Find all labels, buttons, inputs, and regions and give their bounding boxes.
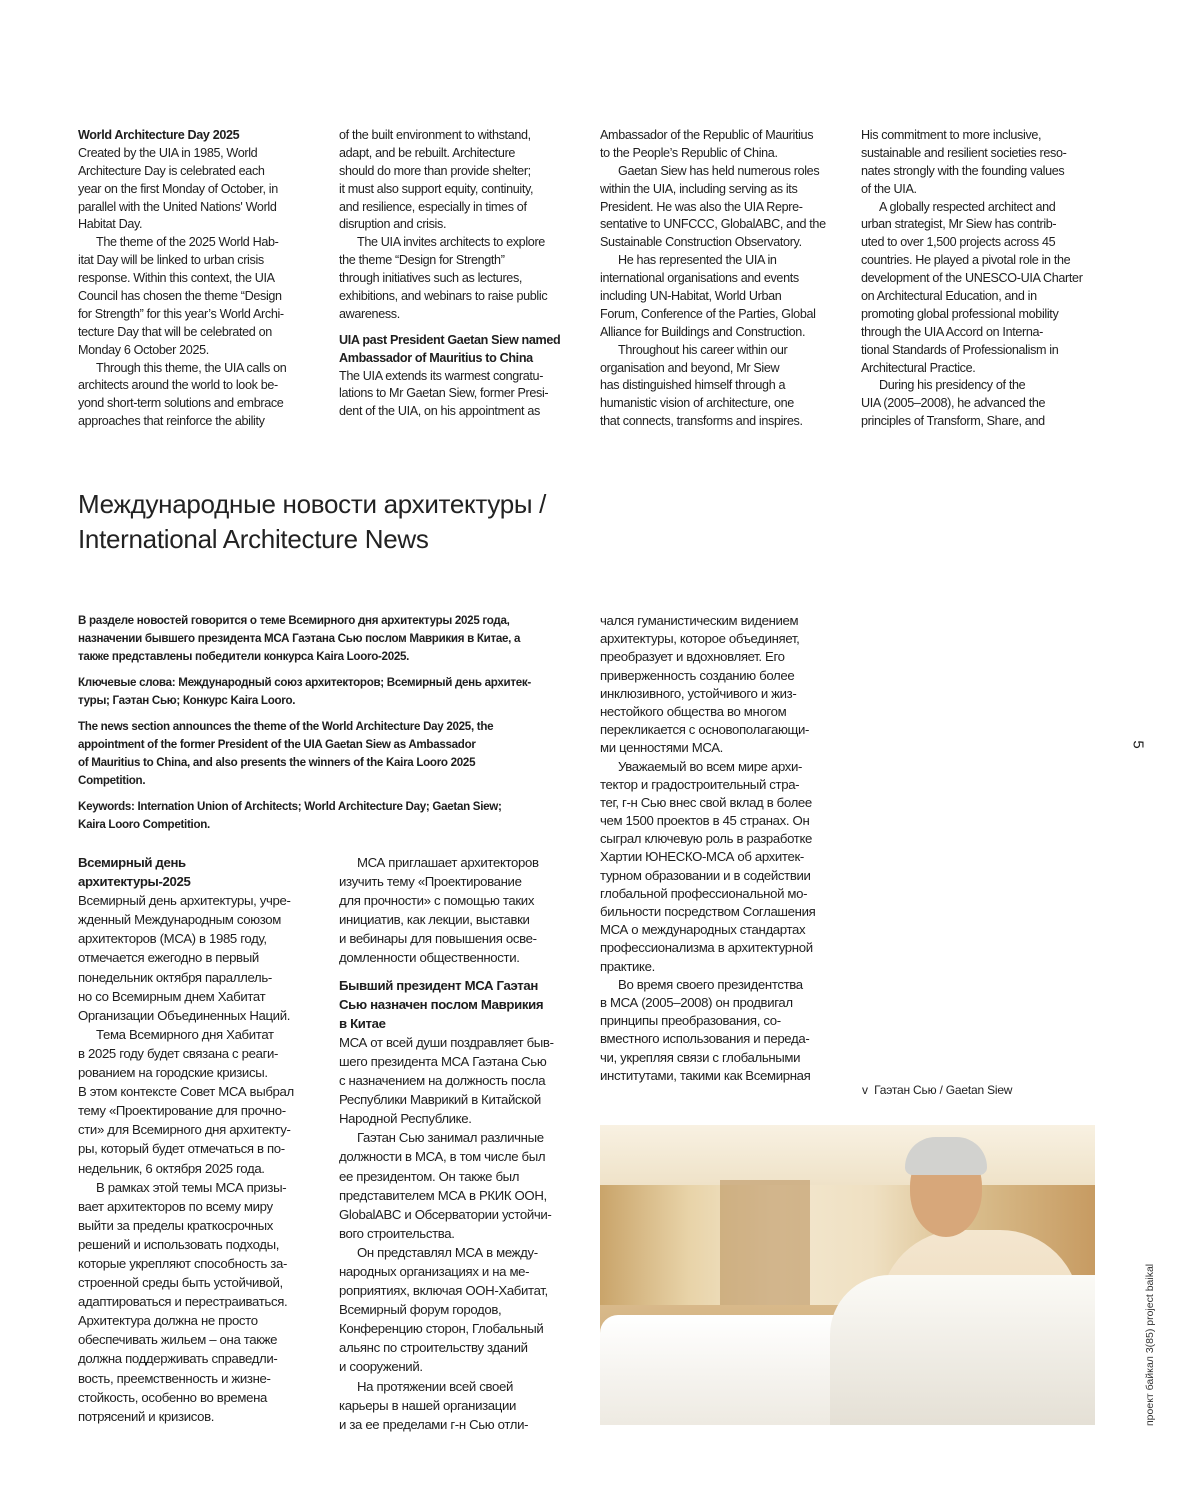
- text-line: of the built environment to withstand,: [339, 127, 601, 145]
- text-line: itat Day will be linked to urban crisis: [78, 252, 340, 270]
- top-column-2: [339, 127, 601, 421]
- abstract: [78, 612, 578, 834]
- text-line: представителем МСА в РКИК ООН,: [339, 1186, 601, 1205]
- text-line: humanistic vision of architecture, one: [600, 395, 862, 413]
- top-column-4: [861, 127, 1123, 431]
- text-line: Он представлял МСА в между-: [339, 1243, 601, 1262]
- text-line: GlobalABC и Обсерватории устойчи-: [339, 1205, 601, 1224]
- text-line: Council has chosen the theme “Design: [78, 288, 340, 306]
- text-line: институтами, такими как Всемирная: [600, 1067, 862, 1085]
- text-line: through initiatives such as lectures,: [339, 270, 601, 288]
- text-line: В разделе новостей говорится о теме Всемирного дня архитектуры 2025 года,: [78, 612, 578, 630]
- text-line: вость, преемственность и жизне-: [78, 1369, 340, 1388]
- text-line: отмечается ежегодно в первый: [78, 948, 340, 967]
- text-line: и сооружений.: [339, 1357, 601, 1376]
- text-line: promoting global professional mobility: [861, 306, 1123, 324]
- text-line: решений и использовать подходы,: [78, 1235, 340, 1254]
- heading-line: Бывший президент МСА Гаэтан: [339, 976, 601, 995]
- text-line: туры; Гаэтан Сью; Конкурс Kaira Looro.: [78, 692, 578, 710]
- text-line: народных организациях и на ме-: [339, 1262, 601, 1281]
- text-line: the theme “Design for Strength”: [339, 252, 601, 270]
- text-line: Народной Республике.: [339, 1109, 601, 1128]
- text-line: сти» для Всемирного дня архитекту-: [78, 1120, 340, 1139]
- text-line: for Strength” for this year’s World Archi-: [78, 306, 340, 324]
- top-column-1: [78, 127, 340, 431]
- text-line: Конференцию сторон, Глобальный: [339, 1319, 601, 1338]
- heading-line: в Китае: [339, 1014, 601, 1033]
- text-line: должности в МСА, в том числе был: [339, 1147, 601, 1166]
- text-line: ми ценностями МСА.: [600, 739, 862, 757]
- text-line: инклюзивного, устойчивого и жиз-: [600, 685, 862, 703]
- text-line: and resilience, especially in times of: [339, 199, 601, 217]
- text-line: Гаэтан Сью занимал различные: [339, 1128, 601, 1147]
- text-line: бильности посредством Соглашения: [600, 903, 862, 921]
- text-line: The UIA invites architects to explore: [339, 234, 601, 252]
- text-line: approaches that reinforce the ability: [78, 413, 340, 431]
- text-line: стойкость, особенно во времена: [78, 1388, 340, 1407]
- text-line: Kaira Looro Competition.: [78, 816, 578, 834]
- text-line: should do more than provide shelter;: [339, 163, 601, 181]
- text-line: President. He was also the UIA Repre-: [600, 199, 862, 217]
- text-line: но со Всемирным днем Хабитат: [78, 987, 340, 1006]
- text-line: тег, г-н Сью внес свой вклад в более: [600, 794, 862, 812]
- text-line: роприятиях, включая ООН-Хабитат,: [339, 1281, 601, 1300]
- text-line: dent of the UIA, on his appointment as: [339, 403, 601, 421]
- text-line: response. Within this context, the UIA: [78, 270, 340, 288]
- text-line: to the People’s Republic of China.: [600, 145, 862, 163]
- text-line: с назначением на должность посла: [339, 1071, 601, 1090]
- text-line: appointment of the former President of the UIA Gaetan Siew as Ambassador: [78, 736, 578, 754]
- text-line: Forum, Conference of the Parties, Global: [600, 306, 862, 324]
- text-line: должна поддерживать справедли-: [78, 1349, 340, 1368]
- text-line: ры, который будет отмечаться в по-: [78, 1139, 340, 1158]
- text-line: adapt, and be rebuilt. Architecture: [339, 145, 601, 163]
- text-line: Ключевые слова: Международный союз архитекторов; Всемирный день архитек-: [78, 674, 578, 692]
- text-line: Уважаемый во всем мире архи-: [600, 758, 862, 776]
- text-line: A globally respected architect and: [861, 199, 1123, 217]
- page-number: 5: [1130, 740, 1147, 748]
- text-line: чи, укрепляя связи с глобальными: [600, 1049, 862, 1067]
- text-line: рованием на городские кризисы.: [78, 1063, 340, 1082]
- heading-line: Сью назначен послом Маврикия: [339, 995, 601, 1014]
- text-line: Created by the UIA in 1985, World: [78, 145, 340, 163]
- text-line: within the UIA, including serving as its: [600, 181, 862, 199]
- text-line: обеспечивать жильем – она также: [78, 1330, 340, 1349]
- text-line: parallel with the United Nations' World: [78, 199, 340, 217]
- text-line: that connects, transforms and inspires.: [600, 413, 862, 431]
- text-line: потрясений и кризисов.: [78, 1407, 340, 1426]
- text-line: шего президента МСА Гаэтана Сью: [339, 1052, 601, 1071]
- text-line: countries. He played a pivotal role in the: [861, 252, 1123, 270]
- text-line: Competition.: [78, 772, 578, 790]
- text-line: including UN-Habitat, World Urban: [600, 288, 862, 306]
- text-line: Architectural Practice.: [861, 360, 1123, 378]
- text-line: тему «Проектирование для прочно-: [78, 1101, 340, 1120]
- text-line: преобразует и вдохновляет. Его: [600, 648, 862, 666]
- text-line: понедельник октября параллель-: [78, 968, 340, 987]
- text-line: приверженность созданию более: [600, 667, 862, 685]
- text-line: тектор и градостроительный стра-: [600, 776, 862, 794]
- text-line: sustainable and resilient societies reso-: [861, 145, 1123, 163]
- top-column-3: [600, 127, 862, 431]
- text-line: турном образовании и в содействии: [600, 867, 862, 885]
- caption-marker: v: [862, 1083, 868, 1097]
- text-line: домленности общественности.: [339, 948, 601, 967]
- text-line: практике.: [600, 958, 862, 976]
- text-line: Республики Маврикий в Китайской: [339, 1090, 601, 1109]
- text-line: Всемирный день архитектуры, учре-: [78, 891, 340, 910]
- text-line: through the UIA Accord on Interna-: [861, 324, 1123, 342]
- text-line: которые укрепляют способность за-: [78, 1254, 340, 1273]
- text-line: Alliance for Buildings and Construction.: [600, 324, 862, 342]
- text-line: uted to over 1,500 projects across 45: [861, 234, 1123, 252]
- text-line: Всемирный форум городов,: [339, 1300, 601, 1319]
- text-line: Организации Объединенных Наций.: [78, 1006, 340, 1025]
- photo-person-hair: [905, 1137, 987, 1175]
- text-line: Тема Всемирного дня Хабитат: [78, 1025, 340, 1044]
- text-line: строенной среды быть устойчивой,: [78, 1273, 340, 1292]
- text-line: В этом контексте Совет МСА выбрал: [78, 1082, 340, 1101]
- text-line: На протяжении всей своей: [339, 1377, 601, 1396]
- text-line: His commitment to more inclusive,: [861, 127, 1123, 145]
- caption-text: Гаэтан Сью / Gaetan Siew: [874, 1083, 1012, 1097]
- text-line: tional Standards of Professionalism in: [861, 342, 1123, 360]
- text-line: Keywords: Internation Union of Architects; World Architecture Day; Gaetan Siew;: [78, 798, 578, 816]
- heading-line: World Architecture Day 2025: [78, 127, 340, 145]
- bottom-column-1: [78, 853, 340, 1426]
- text-line: yond short-term solutions and embrace: [78, 395, 340, 413]
- heading-line: UIA past President Gaetan Siew named: [339, 332, 601, 350]
- text-line: tecture Day that will be celebrated on: [78, 324, 340, 342]
- text-line: nates strongly with the founding values: [861, 163, 1123, 181]
- text-line: disruption and crisis.: [339, 216, 601, 234]
- text-line: назначении бывшего президента МСА Гаэтана Сью послом Маврикия в Китае, а: [78, 630, 578, 648]
- text-line: Architecture Day is celebrated each: [78, 163, 340, 181]
- text-line: сыграл ключевую роль в разработке: [600, 830, 862, 848]
- text-line: on Architectural Education, and in: [861, 288, 1123, 306]
- text-line: вместного использования и переда-: [600, 1030, 862, 1048]
- section-title: [78, 487, 546, 557]
- text-line: выйти за пределы краткосрочных: [78, 1216, 340, 1235]
- text-line: The theme of the 2025 World Hab-: [78, 234, 340, 252]
- text-line: перекликается с основополагающи-: [600, 721, 862, 739]
- text-line: также представлены победители конкурса Kaira Looro-2025.: [78, 648, 578, 666]
- text-line: The UIA extends its warmest congratu-: [339, 368, 601, 386]
- text-line: urban strategist, Mr Siew has contrib-: [861, 216, 1123, 234]
- text-line: чем 1500 проектов в 45 странах. Он: [600, 812, 862, 830]
- text-line: для прочности» с помощью таких: [339, 891, 601, 910]
- text-line: Throughout his career within our: [600, 342, 862, 360]
- text-line: глобальной профессиональной мо-: [600, 885, 862, 903]
- bottom-column-2: [339, 853, 601, 1434]
- text-line: в 2025 году будет связана с реаги-: [78, 1044, 340, 1063]
- text-line: инициатив, как лекции, выставки: [339, 910, 601, 929]
- photo-doorway: [720, 1180, 810, 1310]
- text-line: Во время своего президентства: [600, 976, 862, 994]
- text-line: вает архитекторов по всему миру: [78, 1197, 340, 1216]
- text-line: в МСА (2005–2008) он продвигал: [600, 994, 862, 1012]
- text-line: lations to Mr Gaetan Siew, former Presi-: [339, 385, 601, 403]
- heading-line: Всемирный день: [78, 853, 340, 872]
- text-line: Хартии ЮНЕСКО-МСА об архитек-: [600, 848, 862, 866]
- portrait-photo: [600, 1125, 1095, 1425]
- text-line: Gaetan Siew has held numerous roles: [600, 163, 862, 181]
- text-line: The news section announces the theme of the World Architecture Day 2025, the: [78, 718, 578, 736]
- text-line: профессионализма в архитектурной: [600, 939, 862, 957]
- text-line: альянс по строительству зданий: [339, 1338, 601, 1357]
- bottom-column-3: [600, 612, 862, 1085]
- text-line: Habitat Day.: [78, 216, 340, 234]
- text-line: Ambassador of the Republic of Mauritius: [600, 127, 862, 145]
- text-line: чался гуманистическим видением: [600, 612, 862, 630]
- photo-ceiling: [600, 1125, 1095, 1185]
- text-line: карьеры в нашей организации: [339, 1396, 601, 1415]
- text-line: year on the first Monday of October, in: [78, 181, 340, 199]
- text-line: He has represented the UIA in: [600, 252, 862, 270]
- text-line: awareness.: [339, 306, 601, 324]
- text-line: Архитектура должна не просто: [78, 1311, 340, 1330]
- text-line: недельник, 6 октября 2025 года.: [78, 1159, 340, 1178]
- text-line: МСА о международных стандартах: [600, 921, 862, 939]
- text-line: и вебинары для повышения осве-: [339, 929, 601, 948]
- text-line: архитекторов (МСА) в 1985 году,: [78, 929, 340, 948]
- section-title-en: International Architecture News: [78, 522, 546, 557]
- text-line: Sustainable Construction Observatory.: [600, 234, 862, 252]
- text-line: has distinguished himself through a: [600, 377, 862, 395]
- text-line: жденный Международным союзом: [78, 910, 340, 929]
- text-line: principles of Transform, Share, and: [861, 413, 1123, 431]
- text-line: изучить тему «Проектирование: [339, 872, 601, 891]
- text-line: development of the UNESCO-UIA Charter: [861, 270, 1123, 288]
- text-line: it must also support equity, continuity,: [339, 181, 601, 199]
- text-line: и за ее пределами г-н Сью отли-: [339, 1415, 601, 1434]
- text-line: В рамках этой темы МСА призы-: [78, 1178, 340, 1197]
- text-line: of Mauritius to China, and also presents the winners of the Kaira Looro 2025: [78, 754, 578, 772]
- text-line: sentative to UNFCCC, GlobalABC, and the: [600, 216, 862, 234]
- text-line: адаптироваться и перестраиваться.: [78, 1292, 340, 1311]
- heading-line: архитектуры-2025: [78, 872, 340, 891]
- photo-sofa-arm: [830, 1275, 1095, 1425]
- section-title-ru: Международные новости архитектуры /: [78, 487, 546, 522]
- text-line: ее президентом. Он также был: [339, 1167, 601, 1186]
- text-line: архитектуры, которое объединяет,: [600, 630, 862, 648]
- text-line: During his presidency of the: [861, 377, 1123, 395]
- text-line: architects around the world to look be-: [78, 377, 340, 395]
- text-line: принципы преобразования, со-: [600, 1012, 862, 1030]
- photo-caption: [862, 1083, 1012, 1097]
- text-line: organisation and beyond, Mr Siew: [600, 360, 862, 378]
- heading-line: Ambassador of Mauritius to China: [339, 350, 601, 368]
- text-line: Through this theme, the UIA calls on: [78, 360, 340, 378]
- text-line: вого строительства.: [339, 1224, 601, 1243]
- text-line: МСА приглашает архитекторов: [339, 853, 601, 872]
- text-line: exhibitions, and webinars to raise public: [339, 288, 601, 306]
- text-line: Monday 6 October 2025.: [78, 342, 340, 360]
- text-line: of the UIA.: [861, 181, 1123, 199]
- text-line: МСА от всей души поздравляет быв-: [339, 1033, 601, 1052]
- text-line: UIA (2005–2008), he advanced the: [861, 395, 1123, 413]
- running-footer: проект байкал 3(85) project baikal: [1144, 1286, 1156, 1426]
- text-line: international organisations and events: [600, 270, 862, 288]
- text-line: нестойкого общества во многом: [600, 703, 862, 721]
